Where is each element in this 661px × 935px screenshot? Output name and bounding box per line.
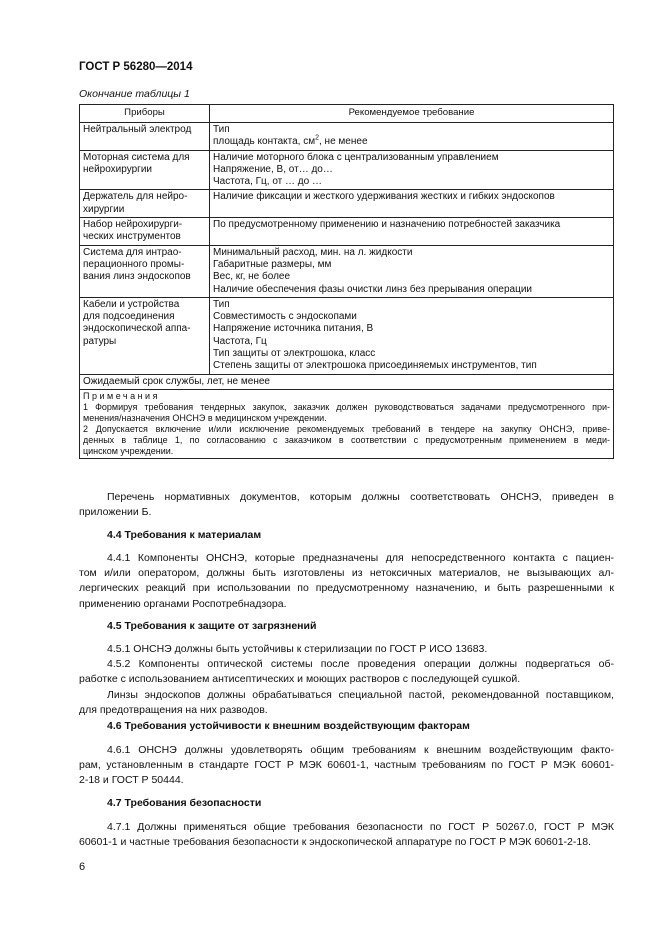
note-line: 2 Допускается включение и/или исключение рекомендуемых требований в тендере на закупку ОНСНЭ, приве- bbox=[83, 423, 610, 434]
requirement-line: Тип bbox=[213, 124, 230, 135]
requirement-line: Габаритные размеры, мм bbox=[213, 258, 332, 270]
requirement-line: Тип защиты от электрошока, класс bbox=[213, 348, 376, 360]
table-row bbox=[80, 245, 614, 297]
table-row bbox=[80, 150, 614, 190]
paragraph-4-7-1 bbox=[79, 820, 614, 850]
device-line: Держатель для нейро- bbox=[83, 191, 188, 203]
device-cell bbox=[80, 190, 210, 218]
requirement-cell bbox=[210, 218, 614, 246]
device-line: вания линз эндоскопов bbox=[83, 271, 191, 283]
text-line: 60601-1 и частные требования безопасности к эндоскопической аппаратуре по ГОСТ Р МЭК 60601-2-18. bbox=[79, 836, 591, 849]
text-line: 2-18 и ГОСТ Р 50444. bbox=[79, 774, 184, 787]
device-line: нейрохирургии bbox=[83, 163, 152, 175]
text-line: 4.4.1 Компоненты ОНСНЭ, которые предназначены для непосредственного контакта с пациен- bbox=[107, 552, 614, 564]
device-line: ческих инструментов bbox=[83, 231, 181, 243]
text-line: Перечень нормативных документов, которым должны соответствовать ОНСНЭ, приведен в bbox=[107, 491, 614, 503]
device-line: хирургии bbox=[83, 203, 125, 215]
notes-cell bbox=[80, 389, 614, 458]
device-line: Моторная система для bbox=[83, 151, 190, 163]
page-number: 6 bbox=[79, 861, 86, 873]
requirement-line: Напряжение, В, от… до… bbox=[213, 163, 333, 175]
paragraph-4-5 bbox=[79, 642, 614, 718]
service-life-cell: Ожидаемый срок службы, лет, не менее bbox=[80, 374, 614, 389]
requirement-text: , не менее bbox=[319, 136, 368, 148]
text-line: лергических реакций при использовании по предусмотренному назначению, и быть разрешенными к bbox=[79, 582, 614, 595]
requirement-cell bbox=[210, 297, 614, 374]
requirement-line: Наличие фиксации и жесткого удерживания жестких и гибких эндоскопов bbox=[213, 191, 555, 203]
paragraph-4-6-1 bbox=[79, 743, 614, 789]
requirement-cell bbox=[210, 123, 614, 151]
text-line: применению органами Роспотребнадзора. bbox=[79, 597, 287, 610]
text-line: рам, установленным в стандарте ГОСТ Р МЭК 60601-1, частным требованиям по ГОСТ Р МЭК 60601- bbox=[79, 759, 614, 772]
device-line: Набор нейрохирурги- bbox=[83, 219, 183, 231]
note-line: денных в таблице 1, по согласованию с заказчиком в соответствии с предусмотренным применением в меди- bbox=[83, 434, 610, 445]
requirement-line bbox=[213, 136, 610, 148]
device-cell bbox=[80, 218, 210, 246]
requirement-line: Наличие моторного блока с централизованным управлением bbox=[213, 151, 499, 163]
requirements-table bbox=[79, 104, 614, 459]
requirement-cell bbox=[210, 150, 614, 190]
device-line: эндоскопической аппа- bbox=[83, 323, 191, 335]
device-line: для подсоединения bbox=[83, 311, 175, 323]
section-heading-4-4: 4.4 Требования к материалам bbox=[107, 529, 262, 541]
document-code: ГОСТ Р 56280—2014 bbox=[79, 61, 193, 73]
note-line: цинском учреждении. bbox=[83, 445, 174, 456]
table-caption: Окончание таблицы 1 bbox=[79, 88, 190, 100]
requirement-line: Наличие обеспечения фазы очистки линз без прерывания операции bbox=[213, 283, 533, 295]
table-header-row bbox=[80, 105, 614, 123]
table-row bbox=[80, 190, 614, 218]
requirement-line: Минимальный расход, мин. на л. жидкости bbox=[213, 246, 413, 258]
table-row bbox=[80, 218, 614, 246]
column-header-devices: Приборы bbox=[80, 105, 210, 123]
section-heading-4-6: 4.6 Требования устойчивости к внешним воздействующим факторам bbox=[107, 720, 470, 732]
device-line: Кабели и устройства bbox=[83, 298, 180, 310]
table-notes-row bbox=[80, 389, 614, 458]
device-cell bbox=[80, 150, 210, 190]
column-header-requirement: Рекомендуемое требование bbox=[210, 105, 614, 123]
requirement-line: Тип bbox=[213, 298, 230, 310]
note-line: 1 Формируя требования тендерных закупок, заказчик должен руководствоваться задачами предусмотренного при- bbox=[83, 401, 610, 412]
requirement-line: Напряжение источника питания, В bbox=[213, 323, 374, 335]
device-line: перационного промы- bbox=[83, 258, 185, 270]
paragraph-4-4-1 bbox=[79, 551, 614, 612]
requirement-line: Частота, Гц, от … до … bbox=[213, 176, 322, 188]
device-line: Система для интрао- bbox=[83, 246, 182, 258]
notes-title: Примечания bbox=[83, 390, 160, 401]
text-line: 4.6.1 ОНСНЭ должны удовлетворять общим требованиям к внешним воздействующим факто- bbox=[107, 744, 614, 756]
text-line: приложении Б. bbox=[79, 506, 152, 519]
requirement-cell bbox=[210, 190, 614, 218]
note-line: менения/назначения ОНСНЭ в медицинском учреждении. bbox=[83, 412, 327, 423]
text-line: 4.5.2 Компоненты оптической системы после проведения операции должны подвергаться об- bbox=[107, 658, 614, 671]
table-row bbox=[80, 123, 614, 151]
device-line: ратуры bbox=[83, 335, 117, 347]
section-heading-4-5: 4.5 Требования к защите от загрязнений bbox=[107, 620, 317, 632]
table-row bbox=[80, 297, 614, 374]
requirement-line: Совместимость с эндоскопами bbox=[213, 311, 357, 323]
text-line: 4.5.1 ОНСНЭ должны быть устойчивы к стерилизации по ГОСТ Р ИСО 13683. bbox=[107, 643, 488, 655]
text-line: для предотвращения на них разводов. bbox=[79, 703, 268, 716]
requirement-cell bbox=[210, 245, 614, 297]
device-cell bbox=[80, 297, 210, 374]
text-line: работке с использованием антисептических и моющих растворов с последующей сушкой. bbox=[79, 673, 521, 686]
table-row bbox=[80, 374, 614, 389]
device-line: Нейтральный электрод bbox=[83, 124, 192, 135]
text-line: 4.7.1 Должны применяться общие требования безопасности по ГОСТ Р 50267.0, ГОСТ Р МЭК bbox=[107, 821, 614, 833]
paragraph-intro bbox=[79, 490, 614, 520]
requirement-text: площадь контакта, см bbox=[213, 136, 316, 148]
requirement-line: Частота, Гц bbox=[213, 335, 267, 347]
requirement-line: Степень защиты от электрошока присоединяемых инструментов, тип bbox=[213, 360, 537, 372]
superscript: 2 bbox=[315, 134, 319, 142]
requirement-line: Вес, кг, не более bbox=[213, 271, 291, 283]
text-line: Линзы эндоскопов должны обрабатываться специальной пастой, рекомендованной поставщиком, bbox=[107, 688, 614, 701]
device-cell bbox=[80, 245, 210, 297]
section-heading-4-7: 4.7 Требования безопасности bbox=[107, 797, 262, 809]
requirement-line: По предусмотренному применению и назначению потребностей заказчика bbox=[213, 219, 561, 231]
text-line: том и/или оператором, должны быть изготовлены из нетоксичных материалов, не вызывающих ал- bbox=[79, 567, 614, 580]
device-cell bbox=[80, 123, 210, 151]
